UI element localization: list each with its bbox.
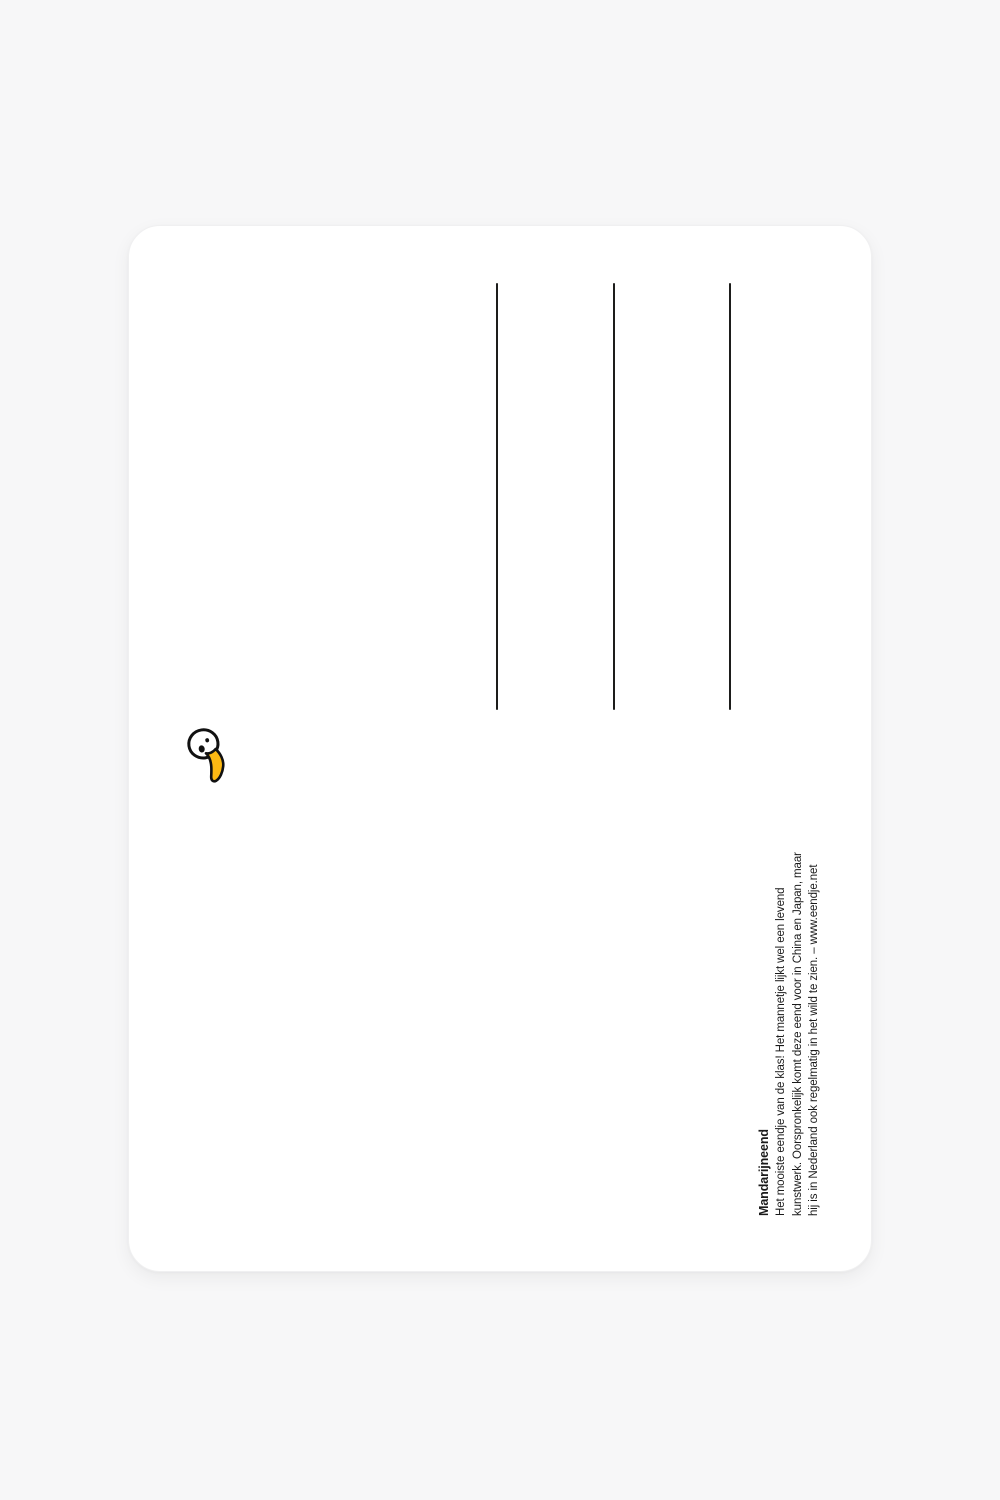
duck-beak-icon xyxy=(206,749,223,781)
info-line-2: kunstwerk. Oorspronkelijk komt deze eend voor in China en Japan, maar xyxy=(791,852,804,1216)
address-line xyxy=(613,283,615,710)
info-title: Mandarijneend xyxy=(757,1129,771,1216)
info-text-rotated xyxy=(756,826,823,1216)
info-line-3: hij is in Nederland ook regelmatig in het wild te zien. – www.eendje.net xyxy=(808,864,821,1216)
postcard xyxy=(128,225,872,1272)
address-lines xyxy=(496,283,731,710)
duck-logo xyxy=(186,725,231,787)
info-line-1: Het mooiste eendje van de klas! Het mannetje lijkt wel een levend xyxy=(774,887,787,1216)
info-text-block xyxy=(756,826,826,1216)
address-line xyxy=(729,283,731,710)
address-line xyxy=(496,283,498,710)
